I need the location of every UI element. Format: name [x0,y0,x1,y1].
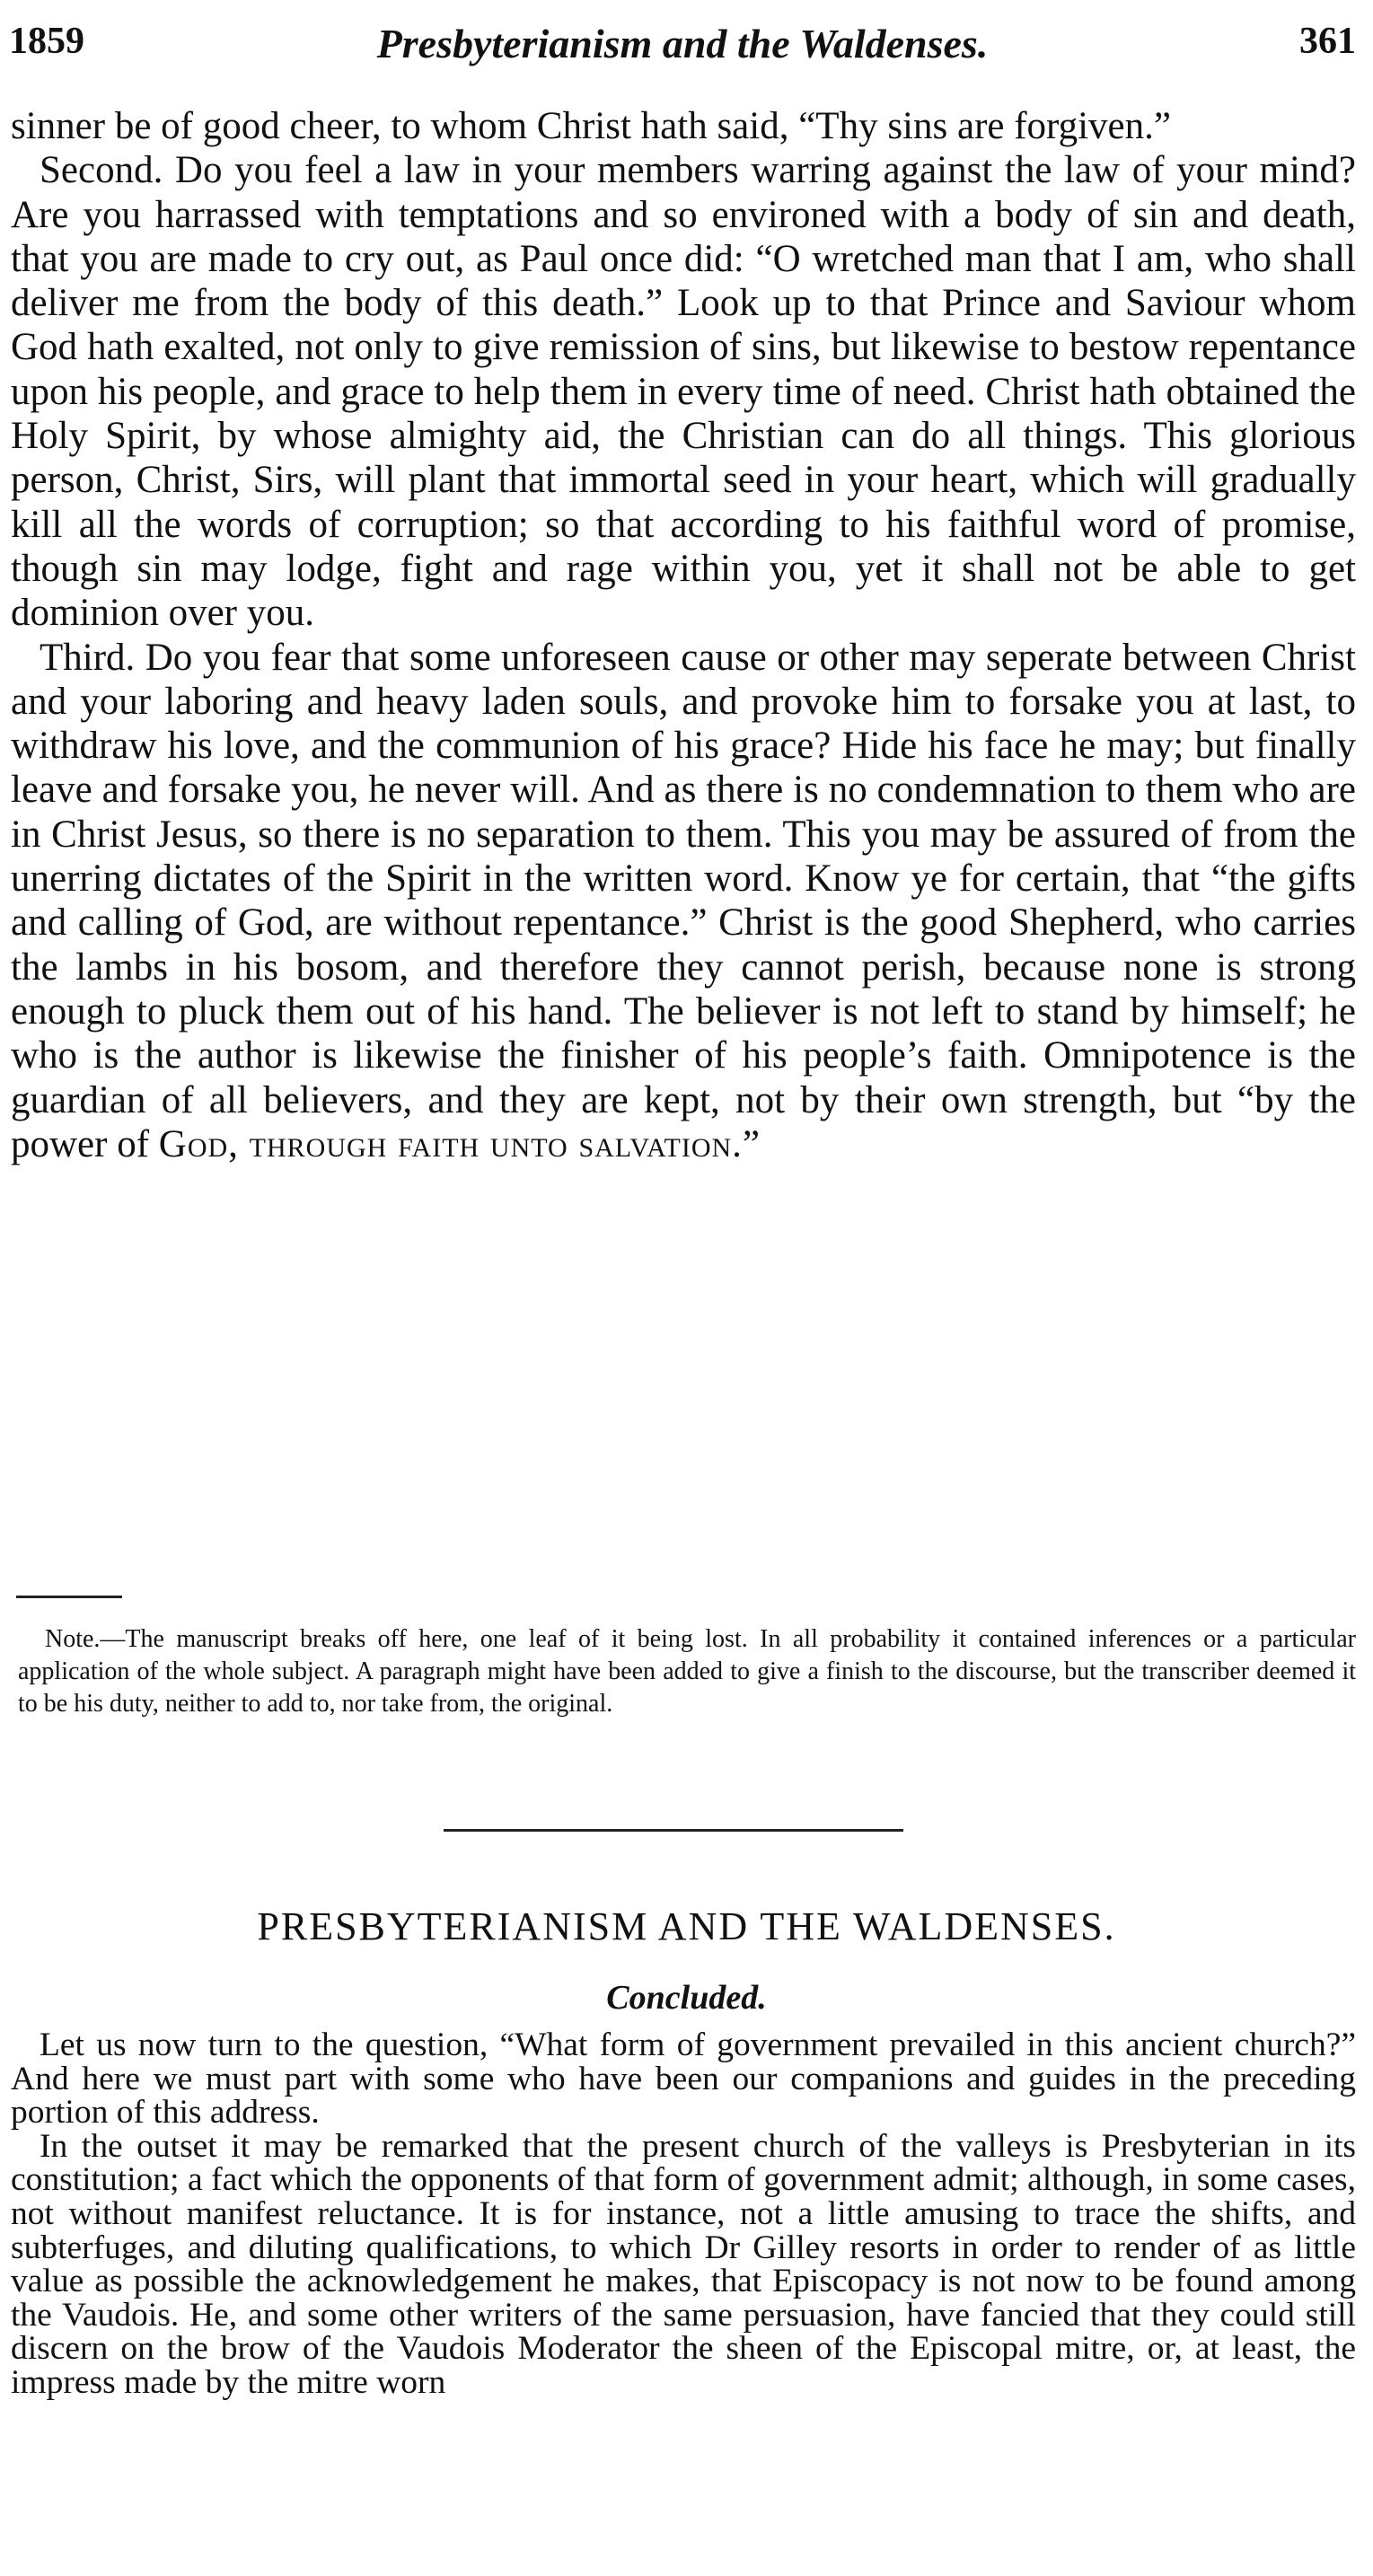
sermon-paragraph: sinner be of good cheer, to whom Christ hath said, “Thy sins are forgiven.” [11,105,1171,147]
footnote-text: Note.—The manuscript breaks off here, one leaf of it being lost. In all probability it contained inferences or a particular application of the whole subject. A paragraph might have been added to give a finish to the discourse, but the transcriber deemed it to be his duty, neither to add to, nor take from, the original. [18,1625,1356,1718]
section-divider [444,1829,903,1832]
article-text [11,2028,1356,2400]
sermon-paragraph-text: Third. Do you fear that some unforeseen cause or other may seperate between Christ and your laboring and heavy laden souls, and provoke him to forsake you at last, to withdraw his love, and the communion of his grace? Hide his face he may; but finally leave and forsake you, he never will. And as there is no condemnation to them who are in Christ Jesus, so there is no separation to them. This you may be assured of from the unerring dictates of the Spirit in the written word. Know ye for certain, that “the gifts and calling of God, are without repentance.” Christ is the good Shepherd, who carries the lambs in his bosom, and therefore they cannot perish, because none is strong enough to pluck them out of his hand. The believer is not left to stand by himself; he who is the author is likewise the finisher of his people’s faith. Omnipotence is the guardian of all believers, and they are kept, not by their own strength, but “by the power of [11,636,1356,1165]
header-title: Presbyterianism and the Waldenses. [376,21,989,66]
sermon-paragraph [11,636,1356,1167]
article-title: PRESBYTERIANISM AND THE WALDENSES. [257,1904,1116,1948]
closing-small-caps: God, through faith unto salvation. [158,1122,743,1165]
sermon-text [11,104,1356,1166]
sermon-paragraph: Second. Do you feel a law in your members warring against the law of your mind? Are you harrassed with temptations and so environed with a body of sin and death, that you are made to cry out, as Paul once did: “O wretched man that I am, who shall deliver me from the body of this death.” Look up to that Prince and Saviour whom God hath exalted, not only to give remission of sins, but likewise to bestow repentance upon his people, and grace to help them in every time of need. Christ hath obtained the Holy Spirit, by whose almighty aid, the Christian can do all things. This glorious person, Christ, Sirs, will plant that immortal seed in your heart, which will gradually kill all the words of corruption; so that according to his faithful word of promise, though sin may lodge, fight and rage within you, yet it shall not be able to get dominion over you. [11,149,1356,635]
article-paragraph: In the outset it may be remarked that the present church of the valleys is Presbyterian in its constitution; a fact which the opponents of that form of government admit; although, in some cases, not without manifest reluctance. It is for instance, not a little amusing to trace the shifts, and subterfuges, and diluting qualifications, to which Dr Gilley resorts in order to render of as little value as possible the acknowledgement he makes, that Episcopacy is not now to be found among the Vaudois. He, and some other writers of the same persuasion, have fancied that they could still discern on the brow of the Vaudois Moderator the sheen of the Episcopal mitre, or, at least, the impress made by the mitre worn [11,2127,1356,2401]
closing-quote: ” [742,1122,761,1165]
footnote [18,1623,1356,1720]
header-year: 1859 [9,21,84,62]
article-subtitle: Concluded. [606,1979,767,2017]
running-header [9,20,1356,74]
note-divider [16,1596,122,1598]
article-paragraph: Let us now turn to the question, “What form of government prevailed in this ancient church?” And here we must part with some who have been our companions and guides in the preceding portion of this address. [11,2027,1356,2132]
header-page-number: 361 [1299,21,1356,62]
